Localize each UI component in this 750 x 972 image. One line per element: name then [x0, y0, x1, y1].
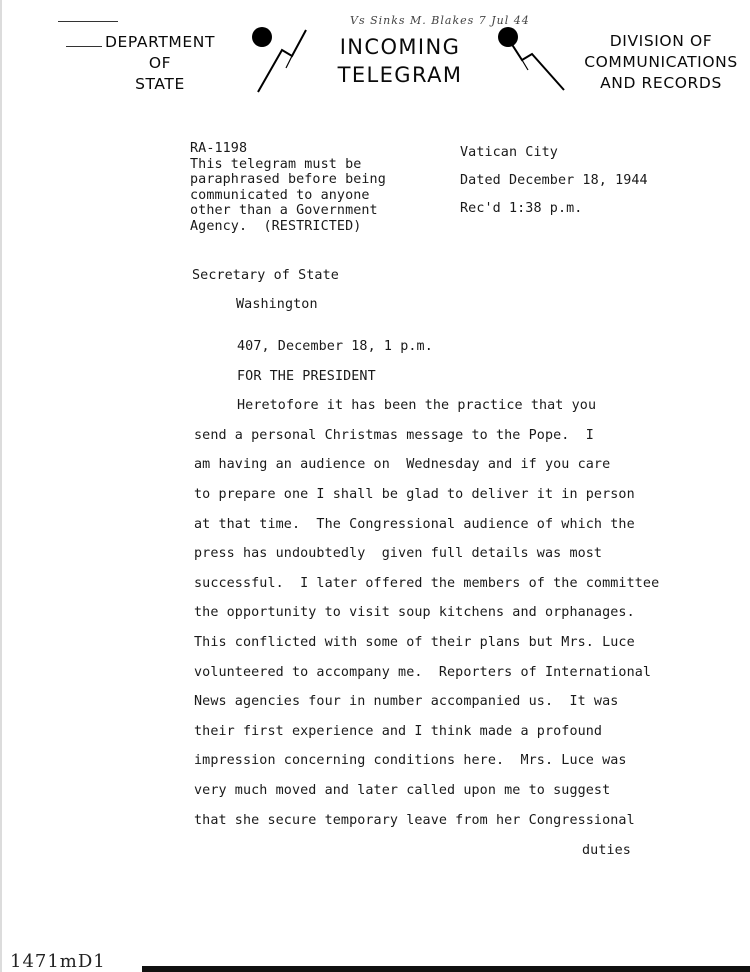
dispatch-info [460, 139, 648, 223]
page-bottom-edge [142, 966, 750, 972]
recipient-city: Washington [236, 297, 318, 312]
received: Rec'd 1:38 p.m. [460, 201, 583, 216]
message-line: at that time. The Congressional audience of which the [194, 516, 635, 532]
margin-mark [58, 21, 118, 22]
letterhead-line: INCOMING [339, 35, 461, 59]
letterhead-line: DEPARTMENT [104, 33, 216, 51]
letterhead-title [320, 33, 480, 89]
letterhead-line: AND RECORDS [600, 74, 722, 92]
message-line: News agencies four in number accompanied us. It was [194, 694, 619, 710]
message-reference: 407, December 18, 1 p.m. [237, 339, 433, 354]
message-line: impression concerning conditions here. Mrs. Luce was [194, 753, 627, 769]
message-line: am having an audience on Wednesday and if you care [194, 457, 611, 473]
restriction-notice [190, 141, 386, 234]
meta-line: communicated to anyone [190, 187, 370, 203]
recipient-address [192, 261, 339, 319]
file-number: 1471mD1 [10, 951, 106, 972]
message-line: their first experience and I think made a profound [194, 723, 603, 739]
message-line: Heretofore it has been the practice that you [237, 398, 597, 414]
message-line: very much moved and later called upon me to suggest [194, 782, 611, 798]
letterhead-line: COMMUNICATIONS [584, 53, 738, 71]
meta-line: other than a Government [190, 203, 378, 218]
message-line: send a personal Christmas message to the Pope. I [194, 427, 594, 443]
continuation-word: duties [582, 843, 631, 858]
message-line: that she secure temporary leave from her Congressional [194, 812, 635, 828]
letterhead-line: STATE [135, 75, 185, 93]
meta-line: This telegram must be [190, 156, 362, 172]
origin: Vatican City [460, 145, 558, 160]
message-line: volunteered to accompany me. Reporters of International [194, 664, 652, 680]
letterhead-line: TELEGRAM [337, 63, 463, 87]
message-line: successful. I later offered the members of the committee [194, 575, 660, 591]
meta-line: paraphrased before being [190, 172, 386, 187]
meta-line: Agency. (RESTRICTED) [190, 218, 362, 234]
message-line: to prepare one I shall be glad to deliver it in person [194, 486, 635, 502]
lightning-bolt-icon [252, 28, 312, 94]
message-line: This conflicted with some of their plans but Mrs. Luce [194, 634, 635, 650]
message-body [194, 332, 659, 835]
letterhead-line: DIVISION OF [609, 32, 713, 50]
recipient: Secretary of State [192, 268, 339, 283]
message-heading: FOR THE PRESIDENT [237, 368, 376, 384]
message-line: press has undoubtedly given full details was most [194, 546, 603, 562]
lightning-bolt-icon [500, 30, 568, 94]
page-left-edge [0, 0, 2, 972]
meta-line: RA-1198 [190, 141, 248, 156]
letterhead-department [80, 32, 240, 95]
handwritten-note: Vs Sinks M. Blakes 7 Jul 44 [350, 14, 530, 27]
message-line: the opportunity to visit soup kitchens and orphanages. [194, 605, 635, 621]
letterhead-line: OF [148, 54, 172, 72]
dated: Dated December 18, 1944 [460, 173, 648, 188]
letterhead-division [572, 31, 750, 94]
